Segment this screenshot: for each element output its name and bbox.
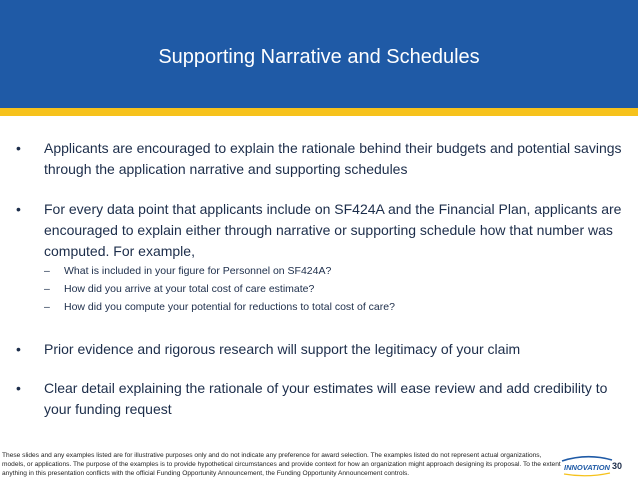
logo-wordmark: INNOVATION [564,463,610,472]
bullet-text: For every data point that applicants include on SF424A and the Financial Plan, applicants are encouraged to explain either through narrative or supporting schedule how that number was computed. For example, [44,201,622,259]
bullet-item [14,138,624,180]
bullet-marker: • [16,341,21,357]
bullet-marker: • [16,201,21,217]
sub-bullet-text: What is included in your figure for Personnel on SF424A? [64,265,332,277]
bullet-marker: • [16,140,21,156]
sub-bullet-marker: – [44,301,50,313]
bullet-text: Applicants are encouraged to explain the rationale behind their budgets and potential savings through the application narrative and supporting schedules [44,140,622,177]
footer-disclaimer: These slides and any examples listed are for illustrative purposes only and do not indicate any preference for award selection. The examples listed do not represent actual organizations, models, or applications. The purpose of the examples is to provide hypothetical circumstances and provide context for how an organization might approach designing its proposal. To the extent anything in this presentation conflicts with the official Funding Opportunity Announcement, the Funding Opportunity Announcement controls. [2,452,561,477]
innovation-logo [560,455,614,477]
bullet-text: Prior evidence and rigorous research will support the legitimacy of your claim [44,341,521,357]
bullet-text: Clear detail explaining the rationale of your estimates will ease review and add credibility to your funding request [44,380,608,417]
sub-bullet-item [14,262,624,280]
sub-bullet-item [14,280,624,298]
slide-body [14,138,624,420]
bullet-item [14,199,624,262]
bullet-marker: • [16,380,21,396]
sub-bullet-marker: – [44,265,50,277]
bullet-item [14,378,624,420]
innovation-logo-graphic [560,455,614,477]
slide-header [0,0,638,108]
page-number: 30 [612,461,623,471]
header-accent-stripe [0,108,638,116]
sub-bullet-text: How did you compute your potential for reductions to total cost of care? [64,301,395,313]
slide-title: Supporting Narrative and Schedules [158,46,480,68]
sub-bullet-item [14,298,624,316]
sub-bullet-marker: – [44,283,50,295]
sub-bullet-text: How did you arrive at your total cost of care estimate? [64,283,315,295]
bullet-item [14,339,624,360]
